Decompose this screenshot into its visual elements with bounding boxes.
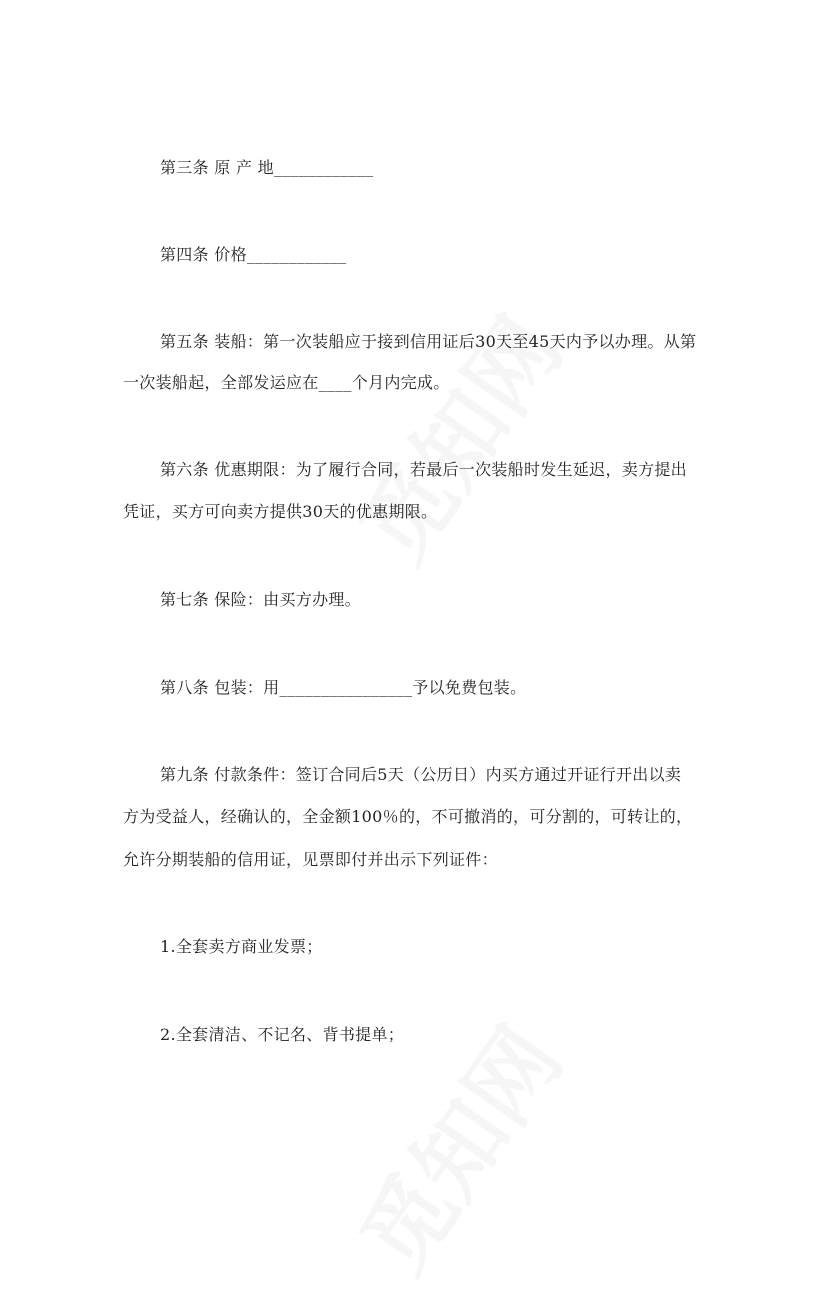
article-7: 第七条 保险：由买方办理。 bbox=[160, 590, 361, 609]
article-9-line-2: 方为受益人，经确认的，全金额100％的，不可撤消的，可分割的，可转让的， bbox=[123, 807, 693, 826]
list-item-1: 1.全套卖方商业发票； bbox=[160, 937, 323, 956]
article-6-line-2: 凭证，买方可向卖方提供30天的优惠期限。 bbox=[123, 502, 438, 521]
article-9-line-1: 第九条 付款条件：签订合同后5天（公历日）内买方通过开证行开出以卖 bbox=[160, 765, 682, 784]
article-4: 第四条 价格____________ bbox=[160, 245, 347, 264]
article-8: 第八条 包装：用________________予以免费包装。 bbox=[160, 678, 527, 697]
article-6-line-1: 第六条 优惠期限：为了履行合同，若最后一次装船时发生延迟，卖方提出 bbox=[160, 460, 687, 479]
list-item-2: 2.全套清洁、不记名、背书提单； bbox=[160, 1025, 405, 1044]
article-3: 第三条 原 产 地____________ bbox=[160, 158, 374, 177]
article-5-line-1: 第五条 装船：第一次装船应于接到信用证后30天至45天内予以办理。从第 bbox=[160, 332, 697, 351]
article-5-line-2: 一次装船起，全部发运应在____个月内完成。 bbox=[123, 373, 450, 392]
article-9-line-3: 允许分期装船的信用证，见票即付并出示下列证件： bbox=[123, 850, 498, 869]
